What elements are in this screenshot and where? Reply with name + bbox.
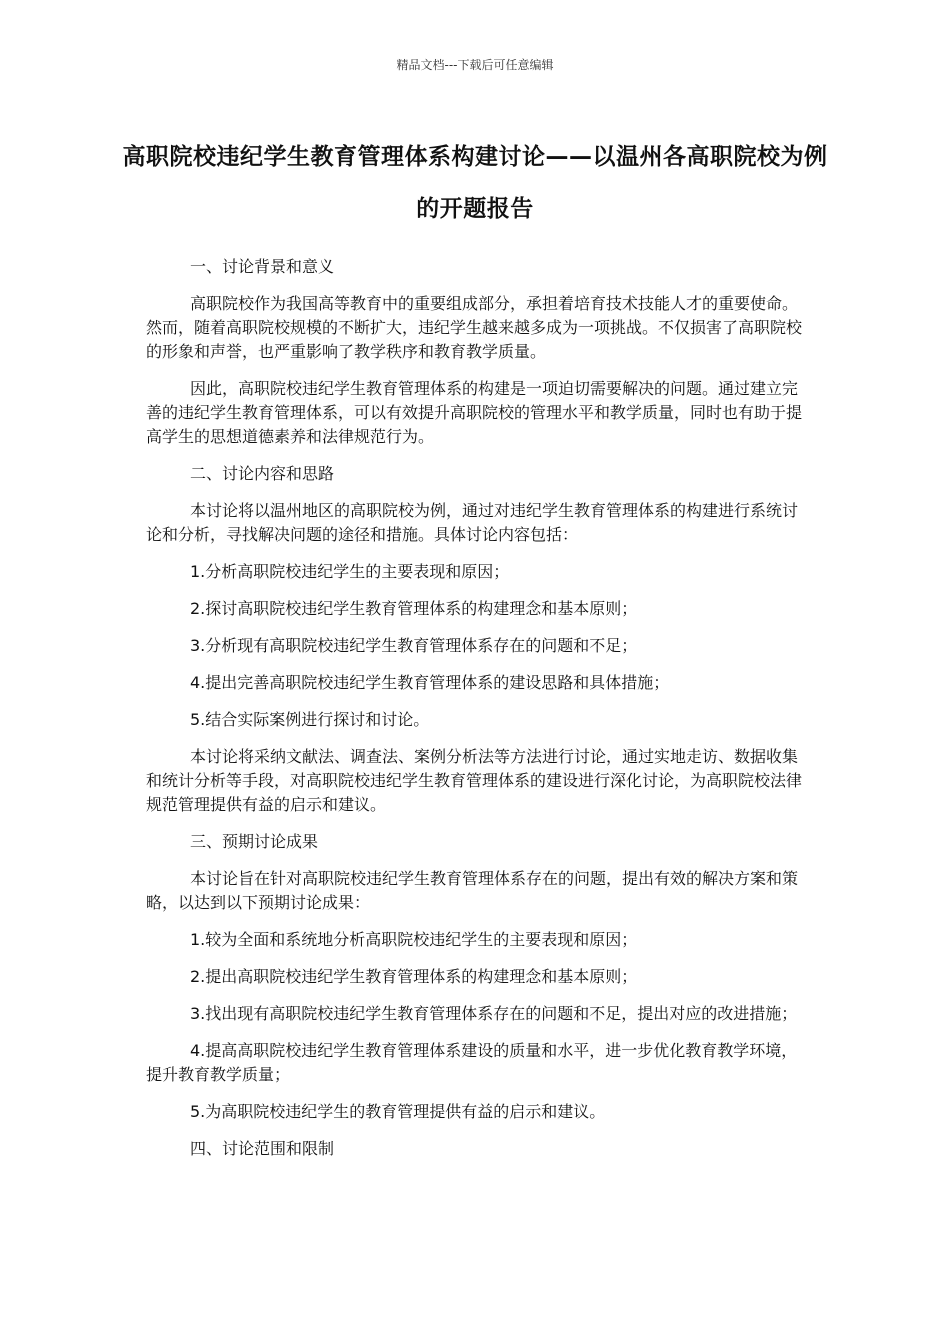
list-item: 1.较为全面和系统地分析高职院校违纪学生的主要表现和原因； bbox=[190, 930, 638, 949]
list-item: 1.分析高职院校违纪学生的主要表现和原因； bbox=[190, 562, 510, 581]
list-item: 5.为高职院校违纪学生的教育管理提供有益的启示和建议。 bbox=[190, 1102, 606, 1121]
document-body bbox=[146, 255, 806, 1161]
paragraph: 高职院校作为我国高等教育中的重要组成部分，承担着培育技术技能人才的重要使命。然而，随着高职院校规模的不断扩大，违纪学生越来越多成为一项挑战。不仅损害了高职院校的形象和声誉，也严重影响了教学秩序和教育教学质量。 bbox=[146, 294, 803, 361]
list-item: 2.探讨高职院校违纪学生教育管理体系的构建理念和基本原则； bbox=[190, 599, 638, 618]
list-item: 2.提出高职院校违纪学生教育管理体系的构建理念和基本原则； bbox=[190, 967, 638, 986]
section-heading-2: 二、讨论内容和思路 bbox=[190, 464, 335, 483]
paragraph: 因此，高职院校违纪学生教育管理体系的构建是一项迫切需要解决的问题。通过建立完善的违纪学生教育管理体系，可以有效提升高职院校的管理水平和教学质量，同时也有助于提高学生的思想道德素养和法律规范行为。 bbox=[146, 379, 803, 446]
list-item: 3.找出现有高职院校违纪学生教育管理体系存在的问题和不足，提出对应的改进措施； bbox=[190, 1004, 798, 1023]
list-item: 4.提出完善高职院校违纪学生教育管理体系的建设思路和具体措施； bbox=[190, 673, 670, 692]
section-heading-4: 四、讨论范围和限制 bbox=[190, 1139, 335, 1158]
paragraph: 本讨论旨在针对高职院校违纪学生教育管理体系存在的问题，提出有效的解决方案和策略，以达到以下预期讨论成果： bbox=[146, 869, 799, 912]
paragraph: 本讨论将以温州地区的高职院校为例，通过对违纪学生教育管理体系的构建进行系统讨论和分析，寻找解决问题的途径和措施。具体讨论内容包括： bbox=[146, 501, 799, 544]
page-header: 精品文档---下载后可任意编辑 bbox=[396, 58, 554, 72]
section-heading-3: 三、预期讨论成果 bbox=[190, 832, 319, 851]
section-heading-1: 一、讨论背景和意义 bbox=[190, 257, 335, 276]
list-item: 4.提高高职院校违纪学生教育管理体系建设的质量和水平，进一步优化教育教学环境，提升教育教学质量； bbox=[146, 1041, 798, 1084]
document-title: 高职院校违纪学生教育管理体系构建讨论——以温州各高职院校为例的开题报告 bbox=[122, 144, 828, 222]
paragraph: 本讨论将采纳文献法、调查法、案例分析法等方法进行讨论，通过实地走访、数据收集和统计分析等手段，对高职院校违纪学生教育管理体系的建设进行深化讨论，为高职院校法律规范管理提供有益的启示和建议。 bbox=[146, 747, 803, 814]
list-item: 5.结合实际案例进行探讨和讨论。 bbox=[190, 710, 430, 729]
list-item: 3.分析现有高职院校违纪学生教育管理体系存在的问题和不足； bbox=[190, 636, 638, 655]
